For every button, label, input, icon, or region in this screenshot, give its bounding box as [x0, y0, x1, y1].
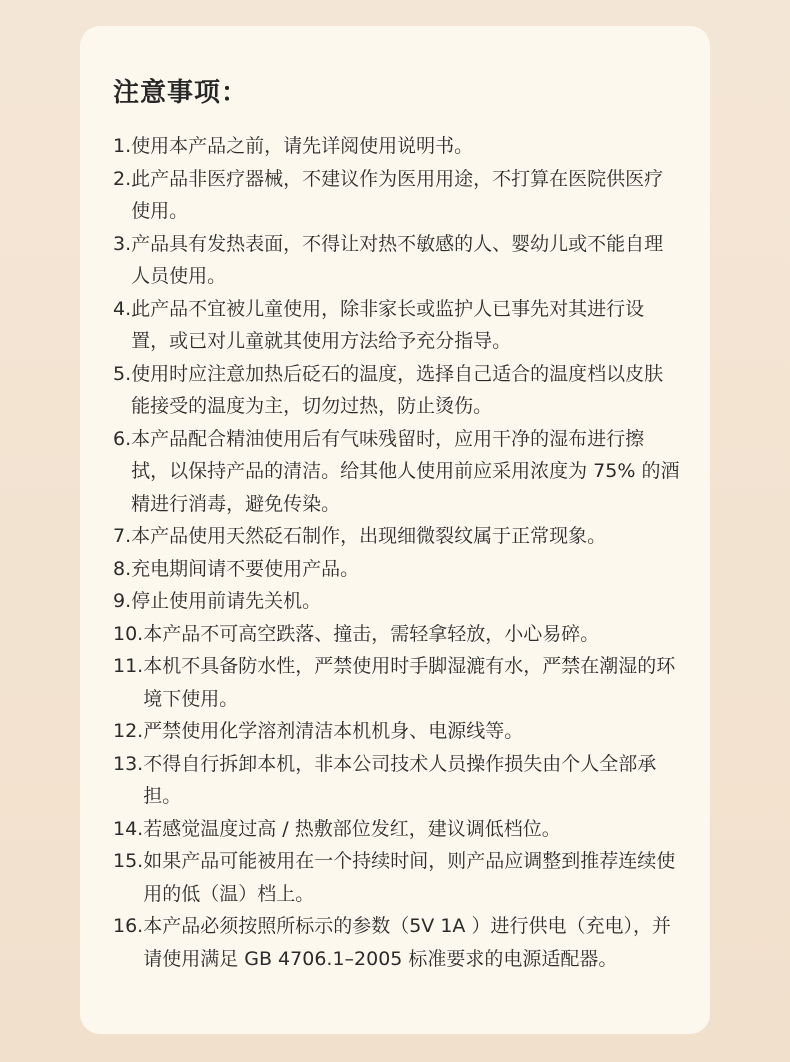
notice-item-text: 本机不具备防水性，严禁使用时手脚湿漉有水，严禁在潮湿的环境下使用。	[143, 655, 676, 710]
notice-item	[113, 358, 680, 423]
notice-item-number: 10.	[113, 622, 144, 645]
notice-item	[113, 910, 680, 975]
notice-item	[113, 650, 680, 715]
notice-item-text: 本产品必须按照所标示的参数（5V 1A ）进行供电（充电），并请使用满足 GB 4706.1–2005 标准要求的电源适配器。	[143, 915, 671, 970]
notice-item-number: 12.	[113, 720, 144, 742]
notice-item-number: 3.	[113, 232, 132, 255]
notice-item-text: 产品具有发热表面，不得让对热不敏感的人、婴幼儿或不能自理人员使用。	[131, 232, 664, 287]
notice-item-text: 使用本产品之前，请先详阅使用说明书。	[131, 135, 474, 157]
notice-item-text: 本产品不可高空跌落、撞击，需轻拿轻放，小心易碎。	[143, 622, 600, 645]
notice-item	[113, 748, 680, 813]
notice-item-number: 6.	[113, 427, 132, 450]
notice-item-number: 13.	[113, 752, 144, 775]
notice-item	[113, 553, 680, 586]
notice-item-text: 如果产品可能被用在一个持续时间，则产品应调整到推荐连续使用的低（温）档上。	[143, 850, 676, 905]
notice-item-number: 1.	[113, 135, 132, 157]
notice-item	[113, 163, 680, 228]
notice-item-text: 此产品不宜被儿童使用，除非家长或监护人已事先对其进行设置，或已对儿童就其使用方法给予充分指导。	[131, 297, 645, 352]
notice-item	[113, 520, 680, 553]
notice-item-number: 14.	[113, 817, 144, 840]
notice-item	[113, 813, 680, 846]
notice-item	[113, 130, 680, 163]
notice-item-number: 16.	[113, 915, 144, 937]
notice-item-text: 使用时应注意加热后砭石的温度，选择自己适合的温度档以皮肤能接受的温度为主，切勿过热，防止烫伤。	[131, 362, 664, 417]
notice-item-number: 5.	[113, 362, 132, 385]
notice-list	[113, 130, 680, 975]
notice-item-number: 8.	[113, 557, 132, 580]
notice-item	[113, 228, 680, 293]
notice-item	[113, 618, 680, 651]
notice-item-number: 9.	[113, 590, 132, 612]
notice-item-text: 此产品非医疗器械，不建议作为医用用途，不打算在医院供医疗使用。	[131, 167, 664, 222]
notice-item-text: 本产品配合精油使用后有气味残留时，应用干净的湿布进行擦拭，以保持产品的清洁。给其他人使用前应采用浓度为 75% 的酒精进行消毒，避免传染。	[131, 427, 680, 515]
notice-item-number: 7.	[113, 525, 132, 547]
notice-item-text: 本产品使用天然砭石制作，出现细微裂纹属于正常现象。	[131, 525, 607, 547]
notice-item-text: 不得自行拆卸本机，非本公司技术人员操作损失由个人全部承担。	[143, 752, 657, 807]
notice-card	[80, 26, 710, 1034]
notice-item-number: 2.	[113, 167, 132, 190]
notice-item	[113, 715, 680, 748]
notice-item-number: 15.	[113, 850, 144, 872]
notice-item-text: 若感觉温度过高 / 热敷部位发红，建议调低档位。	[143, 817, 561, 840]
notice-item	[113, 293, 680, 358]
notice-item	[113, 423, 680, 521]
notice-item-number: 11.	[113, 655, 144, 677]
notice-item-text: 充电期间请不要使用产品。	[131, 557, 360, 580]
notice-item	[113, 845, 680, 910]
notice-item	[113, 585, 680, 618]
notice-item-text: 停止使用前请先关机。	[131, 590, 322, 612]
notice-title: 注意事项：	[113, 78, 249, 108]
notice-item-number: 4.	[113, 297, 132, 320]
notice-item-text: 严禁使用化学溶剂清洁本机机身、电源线等。	[143, 720, 524, 742]
